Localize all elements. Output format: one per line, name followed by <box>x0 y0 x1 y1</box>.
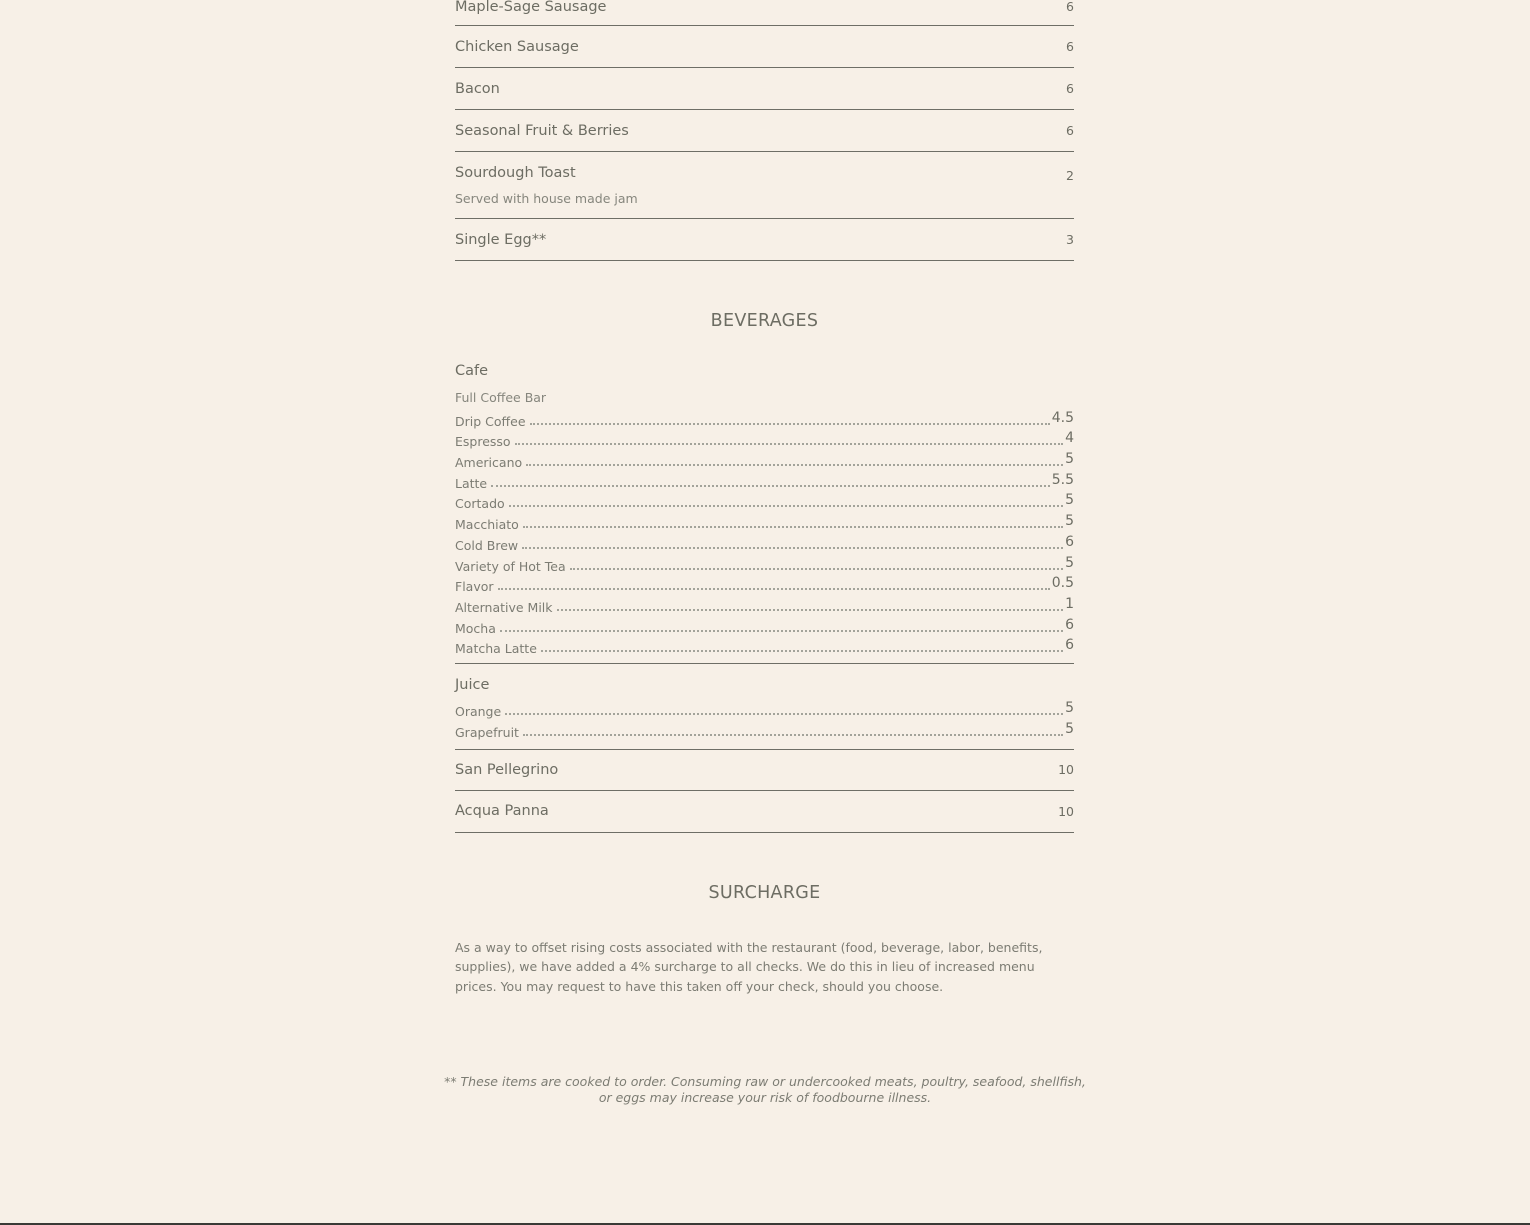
menu-content <box>455 0 1074 996</box>
dot-leader <box>505 713 1063 715</box>
dot-leader <box>498 588 1050 590</box>
dot-leader <box>523 526 1063 528</box>
group-subtitle: Full Coffee Bar <box>455 390 547 405</box>
item-price: 5 <box>1065 513 1074 530</box>
menu-item-cortado <box>455 491 1074 512</box>
menu-item-san-pellegrino <box>455 750 1074 791</box>
group-title: Cafe <box>455 363 489 379</box>
menu-item-chicken-sausage <box>455 26 1074 68</box>
item-name: Macchiato <box>455 517 519 533</box>
item-name: Drip Coffee <box>455 413 526 429</box>
item-price: 3 <box>1066 232 1074 247</box>
item-name: Sourdough Toast <box>455 165 576 181</box>
item-price: 2 <box>1066 168 1074 183</box>
menu-item-acqua-panna <box>455 791 1074 833</box>
menu-item-flavor <box>455 574 1074 595</box>
item-name: Orange <box>455 703 502 719</box>
dot-leader <box>491 485 1050 487</box>
item-price: 6 <box>1066 39 1074 54</box>
item-price: 6 <box>1065 637 1074 654</box>
group-title: Juice <box>455 677 490 694</box>
item-price: 10 <box>1058 762 1074 778</box>
section-title-surcharge: SURCHARGE <box>708 882 821 903</box>
item-name: Maple-Sage Sausage <box>455 0 607 15</box>
menu-item-americano <box>455 449 1074 470</box>
menu-item-drip-coffee <box>455 408 1074 429</box>
item-name: Seasonal Fruit & Berries <box>455 122 629 139</box>
item-name: Latte <box>455 475 488 491</box>
item-price: 6 <box>1066 81 1074 96</box>
item-name: Single Egg** <box>455 231 547 248</box>
menu-item-latte <box>455 470 1074 491</box>
item-price: 5 <box>1065 699 1074 716</box>
item-price: 5.5 <box>1051 471 1074 488</box>
menu-item-seasonal-fruit <box>455 110 1074 152</box>
menu-item-single-egg <box>455 219 1074 261</box>
item-price: 6 <box>1065 616 1074 633</box>
item-name: Americano <box>455 455 523 471</box>
item-price: 1 <box>1065 595 1074 612</box>
dot-leader <box>526 464 1063 466</box>
item-price: 5 <box>1065 554 1074 571</box>
item-name: Espresso <box>455 434 511 450</box>
item-name: Variety of Hot Tea <box>455 558 566 574</box>
item-name: Grapefruit <box>455 724 519 740</box>
item-name: Acqua Panna <box>455 803 549 820</box>
item-name: Mocha <box>455 620 496 636</box>
item-name: Cortado <box>455 496 505 512</box>
menu-item-bacon <box>455 68 1074 110</box>
menu-item-grapefruit <box>455 719 1074 740</box>
dot-leader <box>541 650 1063 652</box>
item-price: 4 <box>1065 430 1074 447</box>
item-name: Cold Brew <box>455 537 519 553</box>
item-name: Bacon <box>455 80 500 97</box>
allergy-footnote: ** These items are cooked to order. Consuming raw or undercooked meats, poultry, seafood, shellfish, or eggs may increase your risk of foodbourne illness. <box>444 1074 1086 1105</box>
menu-item-macchiato <box>455 511 1074 532</box>
group-cafe <box>455 363 1074 664</box>
item-price: 6 <box>1066 0 1074 14</box>
item-name: Alternative Milk <box>455 599 553 615</box>
item-price: 6 <box>1065 533 1074 550</box>
item-name: Matcha Latte <box>455 641 537 657</box>
dot-leader <box>509 505 1063 507</box>
menu-item-mocha <box>455 615 1074 636</box>
dot-leader <box>570 568 1063 570</box>
menu-item-maple-sage-sausage <box>455 0 1074 26</box>
item-description: Served with house made jam <box>455 191 638 206</box>
dot-leader <box>557 609 1064 611</box>
group-juice <box>455 664 1074 749</box>
menu-item-matcha-latte <box>455 636 1074 657</box>
item-price: 0.5 <box>1051 575 1074 592</box>
item-name: Chicken Sausage <box>455 38 579 55</box>
item-price: 5 <box>1065 720 1074 737</box>
item-name: Flavor <box>455 579 494 595</box>
item-price: 5 <box>1065 451 1074 468</box>
menu-item-variety-of-hot-tea <box>455 553 1074 574</box>
menu-item-espresso <box>455 429 1074 450</box>
item-name: San Pellegrino <box>455 761 559 778</box>
dot-leader <box>515 443 1064 445</box>
menu-item-cold-brew <box>455 532 1074 553</box>
dot-leader <box>522 547 1063 549</box>
dot-leader <box>530 423 1050 425</box>
item-price: 5 <box>1065 492 1074 509</box>
dot-leader <box>500 630 1063 632</box>
juice-list <box>455 698 1074 739</box>
item-price: 6 <box>1066 123 1074 138</box>
dot-leader <box>523 734 1063 736</box>
menu-item-alternative-milk <box>455 594 1074 615</box>
item-price: 10 <box>1058 803 1074 819</box>
menu-item-orange <box>455 698 1074 719</box>
section-title-beverages: BEVERAGES <box>710 311 819 331</box>
surcharge-text: As a way to offset rising costs associated with the restaurant (food, beverage, labor, benefits, supplies), we have added a 4% surcharge to all checks. We do this in lieu of increased menu prices. You may request to have this taken off your check, should you choose. <box>455 939 1043 994</box>
item-price: 4.5 <box>1051 409 1074 426</box>
cafe-list <box>455 408 1074 656</box>
menu-item-sourdough-toast <box>455 152 1074 219</box>
